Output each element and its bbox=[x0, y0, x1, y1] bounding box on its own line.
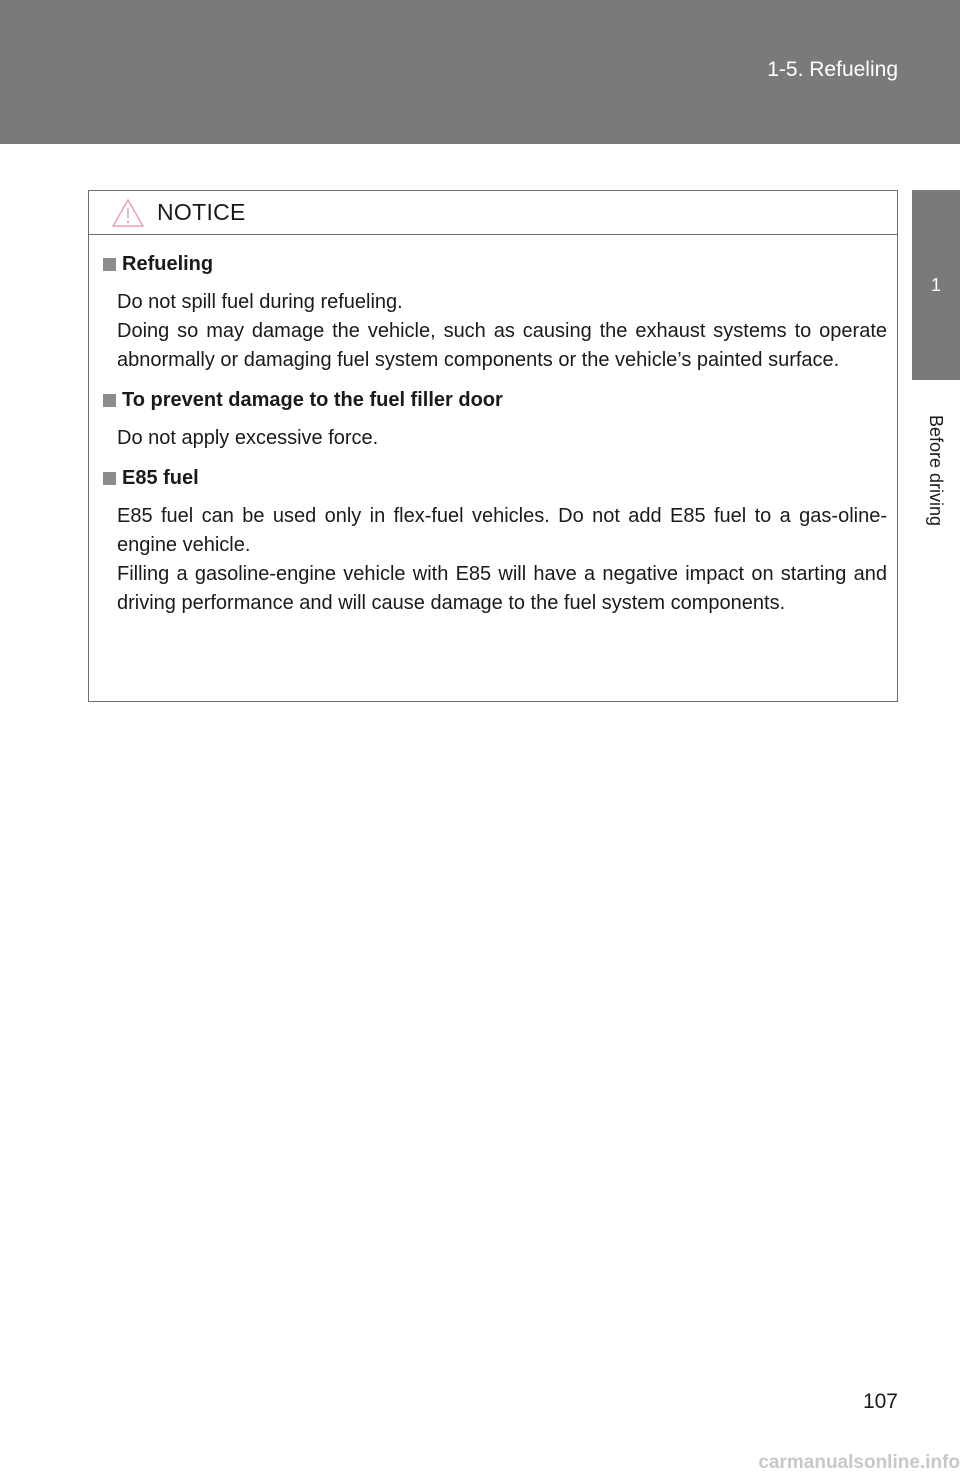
warning-triangle-icon bbox=[111, 198, 145, 228]
notice-title: NOTICE bbox=[157, 199, 246, 225]
paragraph: E85 fuel can be used only in flex-fuel vehicles. Do not add E85 fuel to a gas-oline-engine vehicle. bbox=[117, 505, 887, 556]
section-heading-text: E85 fuel bbox=[122, 467, 199, 489]
header-bar bbox=[0, 0, 960, 144]
chapter-tab-number: 1 bbox=[912, 190, 960, 380]
square-bullet-icon bbox=[103, 472, 116, 485]
paragraph: Do not apply excessive force. bbox=[117, 427, 379, 449]
chapter-tab-label bbox=[912, 380, 960, 560]
notice-section-refueling bbox=[117, 253, 887, 375]
square-bullet-icon bbox=[103, 258, 116, 271]
paragraph: Doing so may damage the vehicle, such as causing the exhaust systems to operate abnormally or damaging fuel system components or the vehicle’s painted surface. bbox=[117, 320, 887, 371]
section-heading bbox=[103, 467, 887, 490]
notice-body bbox=[89, 235, 897, 618]
section-heading-text: Refueling bbox=[122, 253, 214, 275]
page-number: 107 bbox=[862, 1390, 898, 1413]
section-heading bbox=[103, 253, 887, 276]
watermark: carmanualsonline.info bbox=[758, 1452, 960, 1473]
notice-header bbox=[89, 191, 897, 235]
square-bullet-icon bbox=[103, 394, 116, 407]
paragraph: Filling a gasoline-engine vehicle with E85 will have a negative impact on starting and driving performance and will cause damage to the fuel system components. bbox=[117, 563, 887, 614]
chapter-tab-label-text: Before driving bbox=[926, 414, 947, 526]
notice-box bbox=[88, 190, 898, 702]
section-heading-text: To prevent damage to the fuel filler door bbox=[122, 389, 503, 411]
notice-section-e85-fuel bbox=[117, 467, 887, 618]
paragraph: Do not spill fuel during refueling. bbox=[117, 291, 403, 313]
section-title: 1-5. Refueling bbox=[767, 58, 898, 81]
notice-section-fuel-filler-door bbox=[117, 389, 887, 453]
section-heading bbox=[103, 389, 887, 412]
